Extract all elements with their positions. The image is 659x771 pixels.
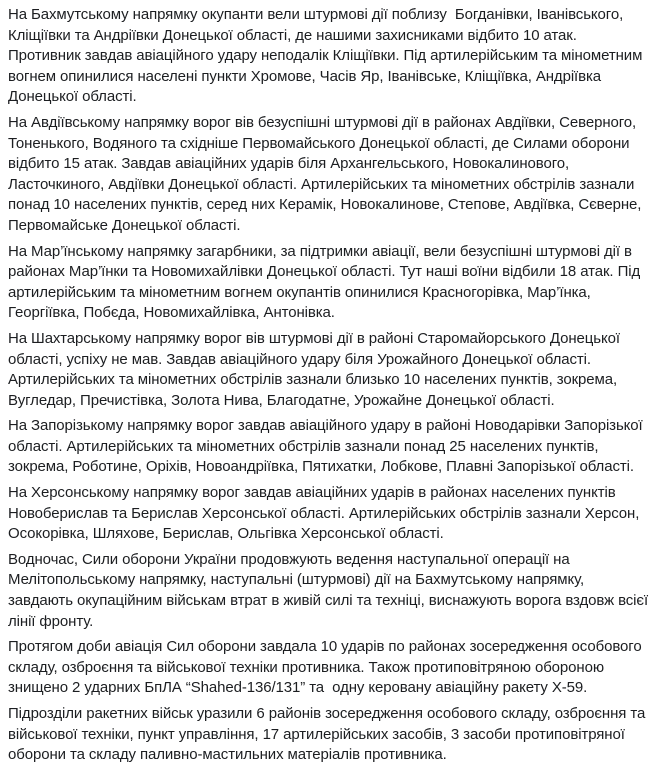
paragraph-zaporizhzhia-axis: На Запорізькому напрямку ворог завдав авіаційного удару в районі Новодарівки Запорізької області. Артилерійських та мінометних обстрілів зазнали понад 25 населених пунктів, зокрема, Роботине, Оріхів, Новоандріївка, Пятихатки, Лобкове, Плавні Запорізької області. xyxy=(8,417,647,476)
paragraph-marinka-axis: На Мар’їнському напрямку загарбники, за підтримки авіації, вели безуспішні штурмові дії в районах Мар’їнки та Новомихайлівки Донецької області. Тут наші воїни відбили 18 атак. Під артилерійським та мінометним вогнем окупантів опинилися Красногорівка, Мар’їнка, Георгіївка, Побєда, Новомихайлівка, Антонівка. xyxy=(8,242,645,322)
paragraph-bakhmut-axis: На Бахмутському напрямку окупанти вели штурмові дії поблизу Богданівки, Іванівського, Кліщіївки та Андріївки Донецької області, де нашими захисниками відбито 10 атак. Противник завдав авіаційного удару неподалік Кліщіївки. Під артилерійським та мінометним вогнем опинилися населені пункти Хромове, Часів Яр, Іванівське, Кліщіївка, Андріївка Донецької області. xyxy=(8,6,647,106)
paragraph-kherson-axis: На Херсонському напрямку ворог завдав авіаційних ударів в районах населених пунктів Новоберислав та Берислав Херсонської області. Артилерійських обстрілів зазнали Херсон, Осокорівка, Шляхове, Берислав, Ольгівка Херсонської області. xyxy=(8,484,644,543)
paragraph-avdiivka-axis: На Авдіївському напрямку ворог вів безуспішні штурмові дії в районах Авдіївки, Северного, Тоненького, Водяного та східніше Первомайського Донецької області, де Силами оборони відбито 15 атак. Завдав авіаційних ударів біля Архангельського, Новокалинового, Ласточкиного, Авдіївки Донецької області. Артилерійських та мінометних обстрілів зазнали понад 10 населених пунктів, серед них Керамік, Новокалинове, Степове, Авдіївка, Сєверне, Первомайське Донецької області. xyxy=(8,113,646,234)
paragraph-shakhtarsk-axis: На Шахтарському напрямку ворог вів штурмові дії в районі Старомайорського Донецької області, успіху не мав. Завдав авіаційного удару біля Урожайного Донецької області. Артилерійських та мінометних обстрілів зазнали близько 10 населених пунктів, зокрема, Вугледар, Пречистівка, Золота Нива, Благодатне, Урожайне Донецької області. xyxy=(8,329,625,409)
paragraph-offensive-summary: Водночас, Сили оборони України продовжують ведення наступальної операції на Мелітопольському напрямку, наступальні (штурмові) дії на Бахмутському напрямку, завдають окупаційним військам втрат в живій силі та техніці, виснажують ворога вздовж всієї лінії фронту. xyxy=(8,550,653,630)
paragraph-aviation-strikes: Протягом доби авіація Сил оборони завдала 10 ударів по районах зосередження особового складу, озброєння та військової техніки противника. Також протиповітряною обороною знищено 2 ударних БпЛА “Shahed-136/131” та одну керовану авіаційну ракету Х-59. xyxy=(8,638,646,697)
paragraph-missile-forces: Підрозділи ракетних військ уразили 6 районів зосередження особового складу, озброєння та військової техніки, пункт управління, 17 артилерійських засобів, 3 засоби протиповітряної оборони та складу паливно-мастильних матеріалів противника. xyxy=(8,705,650,764)
